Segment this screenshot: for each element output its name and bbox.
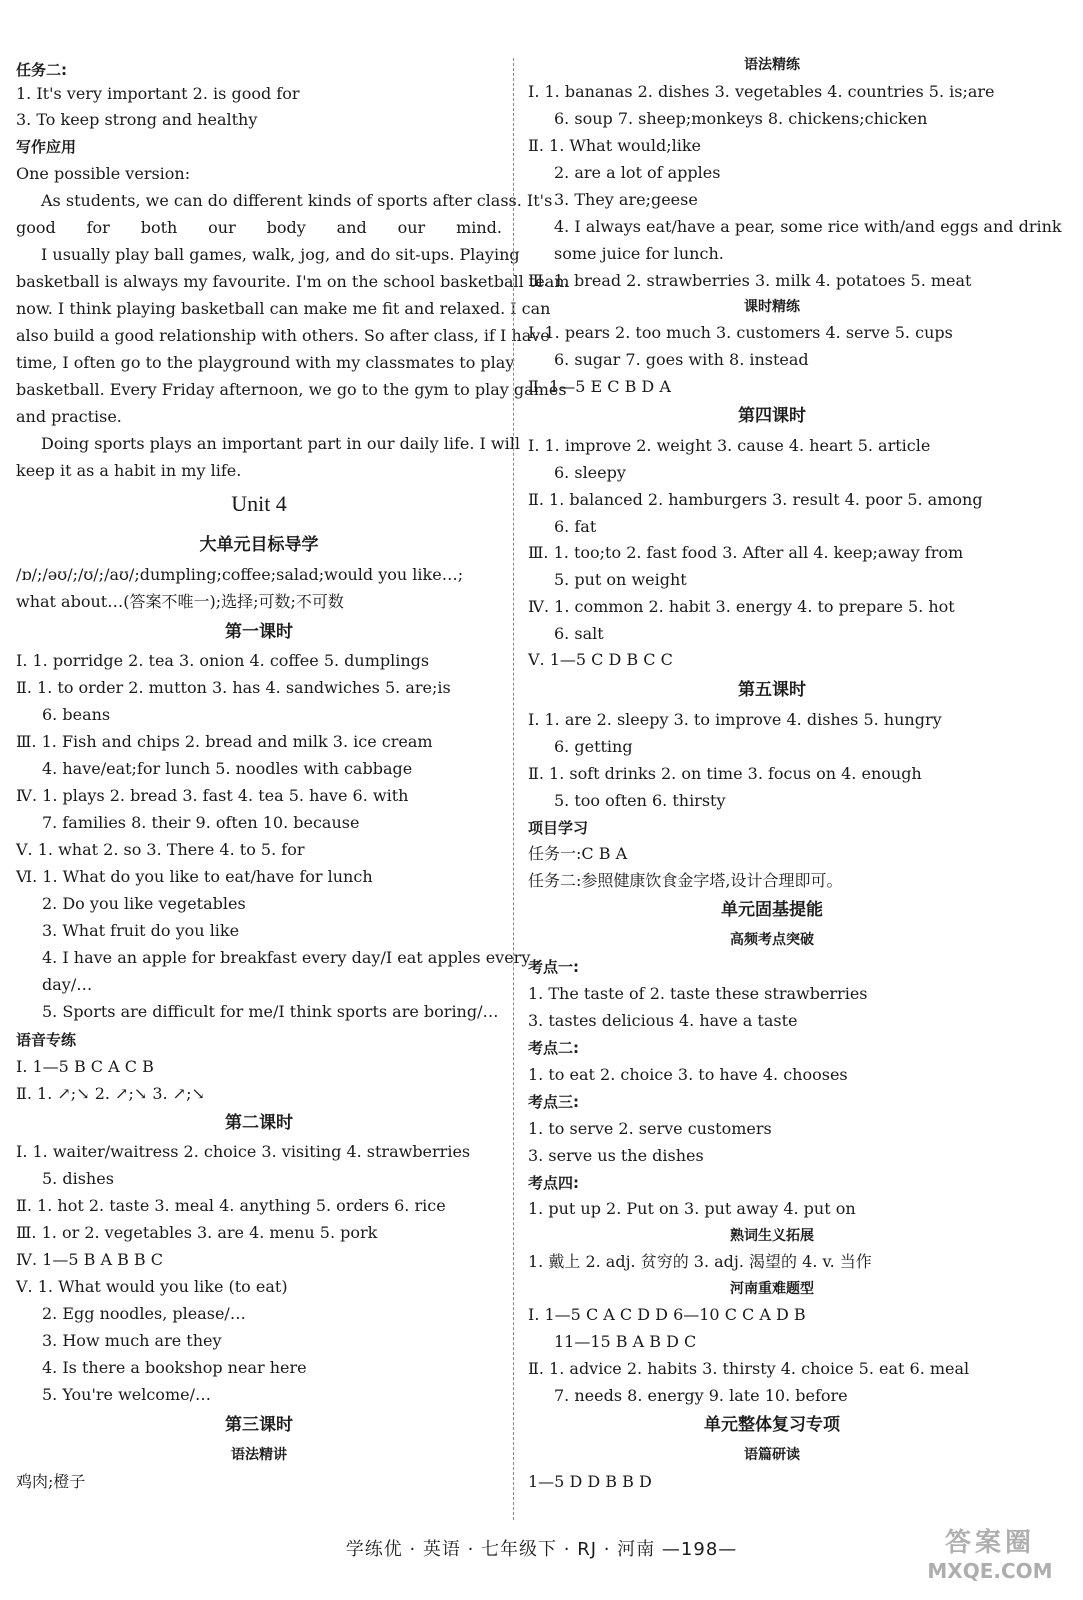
answer-line: 1—5 D D B B D xyxy=(528,1472,652,1491)
page-footer: 学练优 · 英语 · 七年级下 · RJ · 河南 —198— xyxy=(345,1539,738,1560)
answer-line: As students, we can do different kinds of sports after class. It's xyxy=(41,191,553,210)
answer-line: 考点三: xyxy=(528,1093,579,1111)
answer-line: Ⅴ. 1. What would you like (to eat) xyxy=(16,1277,288,1296)
answer-line: 6. salt xyxy=(554,624,604,643)
answer-line: 3. tastes delicious 4. have a taste xyxy=(528,1011,798,1030)
watermark-title: 答案圈 xyxy=(944,1528,1035,1558)
answer-line: 5. too often 6. thirsty xyxy=(554,791,726,810)
answer-line: 2. Do you like vegetables xyxy=(42,894,246,913)
answer-line: 1. The taste of 2. taste these strawberries xyxy=(528,984,868,1003)
answer-line: Ⅲ. 1. too;to 2. fast food 3. After all 4. keep;away from xyxy=(528,543,964,562)
answer-line: good for both our body and our mind. xyxy=(16,218,502,237)
answer-line: 2. Egg noodles, please/… xyxy=(42,1304,246,1323)
watermark-url: MXQE.COM xyxy=(927,1559,1053,1583)
column-divider xyxy=(513,58,514,1520)
answer-line: 熟词生义拓展 xyxy=(730,1228,814,1244)
answer-line: what about…(答案不唯一);选择;可数;不可数 xyxy=(16,592,344,611)
answer-line: 考点二: xyxy=(528,1039,579,1057)
answer-line: basketball is always my favourite. I'm on the school basketball team xyxy=(16,272,570,291)
answer-line: also build a good relationship with others. So after class, if I have xyxy=(16,326,550,345)
answer-line: 第四课时 xyxy=(738,406,806,426)
answer-line: /ɒ/;/əʊ/;/ʊ/;/aʊ/;dumpling;coffee;salad;would you like…; xyxy=(16,565,464,584)
answer-line: 项目学习 xyxy=(528,819,589,837)
answer-line: 第五课时 xyxy=(738,680,806,700)
answer-line: Ⅰ. 1. waiter/waitress 2. choice 3. visiting 4. strawberries xyxy=(16,1142,471,1161)
answer-line: Ⅱ. 1. balanced 2. hamburgers 3. result 4. poor 5. among xyxy=(528,490,983,509)
answer-line: 课时精练 xyxy=(744,299,800,315)
answer-line: Ⅱ. 1. ↗;↘ 2. ↗;↘ 3. ↗;↘ xyxy=(16,1084,205,1103)
answer-line: 4. I have an apple for breakfast every day/I eat apples every xyxy=(42,948,531,967)
answer-line: One possible version: xyxy=(16,164,191,183)
answer-line: time, I often go to the playground with my classmates to play xyxy=(16,353,515,372)
answer-line: 4. have/eat;for lunch 5. noodles with cabbage xyxy=(42,759,413,778)
answer-line: 单元固基提能 xyxy=(721,900,823,920)
answer-line: 1. put up 2. Put on 3. put away 4. put on xyxy=(528,1199,856,1218)
answer-line: 第三课时 xyxy=(225,1415,293,1435)
answer-line: 考点一: xyxy=(528,958,579,976)
answer-line: 7. families 8. their 9. often 10. because xyxy=(42,813,360,832)
answer-line: 考点四: xyxy=(528,1174,579,1192)
answer-line: 1. to eat 2. choice 3. to have 4. chooses xyxy=(528,1065,848,1084)
answer-line: Ⅴ. 1. what 2. so 3. There 4. to 5. for xyxy=(16,840,305,859)
answer-line: Ⅱ. 1. hot 2. taste 3. meal 4. anything 5. orders 6. rice xyxy=(16,1196,446,1215)
answer-line: 7. needs 8. energy 9. late 10. before xyxy=(554,1386,848,1405)
answer-line: 大单元目标导学 xyxy=(199,535,319,555)
answer-line: 6. sugar 7. goes with 8. instead xyxy=(554,350,809,369)
answer-line: 5. You're welcome/… xyxy=(42,1385,211,1404)
answer-line: Ⅱ. 1. soft drinks 2. on time 3. focus on 4. enough xyxy=(528,764,922,783)
answer-line: Ⅰ. 1. porridge 2. tea 3. onion 4. coffee 5. dumplings xyxy=(16,651,430,670)
answer-line: Unit 4 xyxy=(231,491,287,516)
answer-line: 6. fat xyxy=(554,517,597,536)
answer-line: Ⅰ. 1. bananas 2. dishes 3. vegetables 4. countries 5. is;are xyxy=(528,82,995,101)
answer-line: 1. It's very important 2. is good for xyxy=(16,84,300,103)
answer-line: Ⅵ. 1. What do you like to eat/have for lunch xyxy=(16,867,373,886)
answer-line: 任务二:参照健康饮食金字塔,设计合理即可。 xyxy=(528,871,843,890)
answer-line: 高频考点突破 xyxy=(730,932,814,948)
answer-line: 6. sleepy xyxy=(554,463,626,482)
answer-line: basketball. Every Friday afternoon, we go to the gym to play games xyxy=(16,380,567,399)
answer-line: Ⅱ. 1. advice 2. habits 3. thirsty 4. choice 5. eat 6. meal xyxy=(528,1359,970,1378)
answer-line: Ⅱ. 1—5 E C B D A xyxy=(528,377,671,396)
answer-line: 11—15 B A B D C xyxy=(554,1332,697,1351)
answer-line: 语法精练 xyxy=(744,57,800,73)
answer-line: 鸡肉;橙子 xyxy=(16,1472,86,1491)
answer-line: 语音专练 xyxy=(16,1031,77,1049)
answer-line: Ⅰ. 1. are 2. sleepy 3. to improve 4. dishes 5. hungry xyxy=(528,710,942,729)
answer-line: Ⅰ. 1—5 C A C D D 6—10 C C A D B xyxy=(528,1305,806,1324)
answer-line: I usually play ball games, walk, jog, and do sit-ups. Playing xyxy=(41,245,520,264)
answer-line: Ⅰ. 1. improve 2. weight 3. cause 4. heart 5. article xyxy=(528,436,931,455)
answer-line: 5. dishes xyxy=(42,1169,114,1188)
answer-line: 5. Sports are difficult for me/I think sports are boring/… xyxy=(42,1002,499,1021)
answer-line: 任务一:C B A xyxy=(528,844,628,863)
answer-line: 写作应用 xyxy=(16,138,77,156)
answer-line: 6. soup 7. sheep;monkeys 8. chickens;chicken xyxy=(554,109,928,128)
answer-line: Ⅰ. 1. pears 2. too much 3. customers 4. serve 5. cups xyxy=(528,323,953,342)
answer-line: 任务二: xyxy=(16,61,67,79)
answer-line: Ⅱ. 1. to order 2. mutton 3. has 4. sandwiches 5. are;is xyxy=(16,678,451,697)
answer-line: 第二课时 xyxy=(225,1113,293,1133)
answer-line: 4. I always eat/have a pear, some rice with/and eggs and drink xyxy=(554,217,1062,236)
answer-line: 5. put on weight xyxy=(554,570,687,589)
answer-line: 3. What fruit do you like xyxy=(42,921,240,940)
answer-line: and practise. xyxy=(16,407,122,426)
answer-line: 第一课时 xyxy=(225,622,293,642)
answer-line: Ⅰ. 1—5 B C A C B xyxy=(16,1057,154,1076)
answer-line: 单元整体复习专项 xyxy=(704,1415,840,1435)
answer-line: Ⅳ. 1—5 B A B B C xyxy=(16,1250,164,1269)
answer-line: 1. to serve 2. serve customers xyxy=(528,1119,772,1138)
answer-line: keep it as a habit in my life. xyxy=(16,461,242,480)
answer-line: 4. Is there a bookshop near here xyxy=(42,1358,307,1377)
answer-line: 3. They are;geese xyxy=(554,190,698,209)
answer-line: day/… xyxy=(42,975,93,994)
answer-line: Ⅱ. 1. What would;like xyxy=(528,136,701,155)
answer-line: 6. beans xyxy=(42,705,111,724)
answer-line: some juice for lunch. xyxy=(554,244,724,263)
answer-line: Ⅲ. 1. Fish and chips 2. bread and milk 3. ice cream xyxy=(16,732,433,751)
answer-line: now. I think playing basketball can make me fit and relaxed. I can xyxy=(16,299,551,318)
answer-line: Doing sports plays an important part in our daily life. I will xyxy=(41,434,520,453)
answer-line: 语篇研读 xyxy=(744,1447,800,1463)
answer-line: 3. serve us the dishes xyxy=(528,1146,704,1165)
answer-line: Ⅲ. 1. or 2. vegetables 3. are 4. menu 5. pork xyxy=(16,1223,378,1242)
answer-line: 1. 戴上 2. adj. 贫穷的 3. adj. 渴望的 4. v. 当作 xyxy=(528,1252,872,1271)
answer-line: 2. are a lot of apples xyxy=(554,163,721,182)
answer-line: 语法精讲 xyxy=(231,1447,287,1463)
answer-line: Ⅴ. 1—5 C D B C C xyxy=(528,650,673,669)
answer-line: Ⅲ. 1. bread 2. strawberries 3. milk 4. potatoes 5. meat xyxy=(528,271,972,290)
answer-line: 3. To keep strong and healthy xyxy=(16,110,258,129)
answer-line: Ⅳ. 1. plays 2. bread 3. fast 4. tea 5. have 6. with xyxy=(16,786,409,805)
answer-line: Ⅳ. 1. common 2. habit 3. energy 4. to prepare 5. hot xyxy=(528,597,955,616)
answer-line: 河南重难题型 xyxy=(730,1281,814,1297)
watermark-logo xyxy=(915,1522,1065,1586)
answer-line: 6. getting xyxy=(554,737,633,756)
answer-line: 3. How much are they xyxy=(42,1331,222,1350)
